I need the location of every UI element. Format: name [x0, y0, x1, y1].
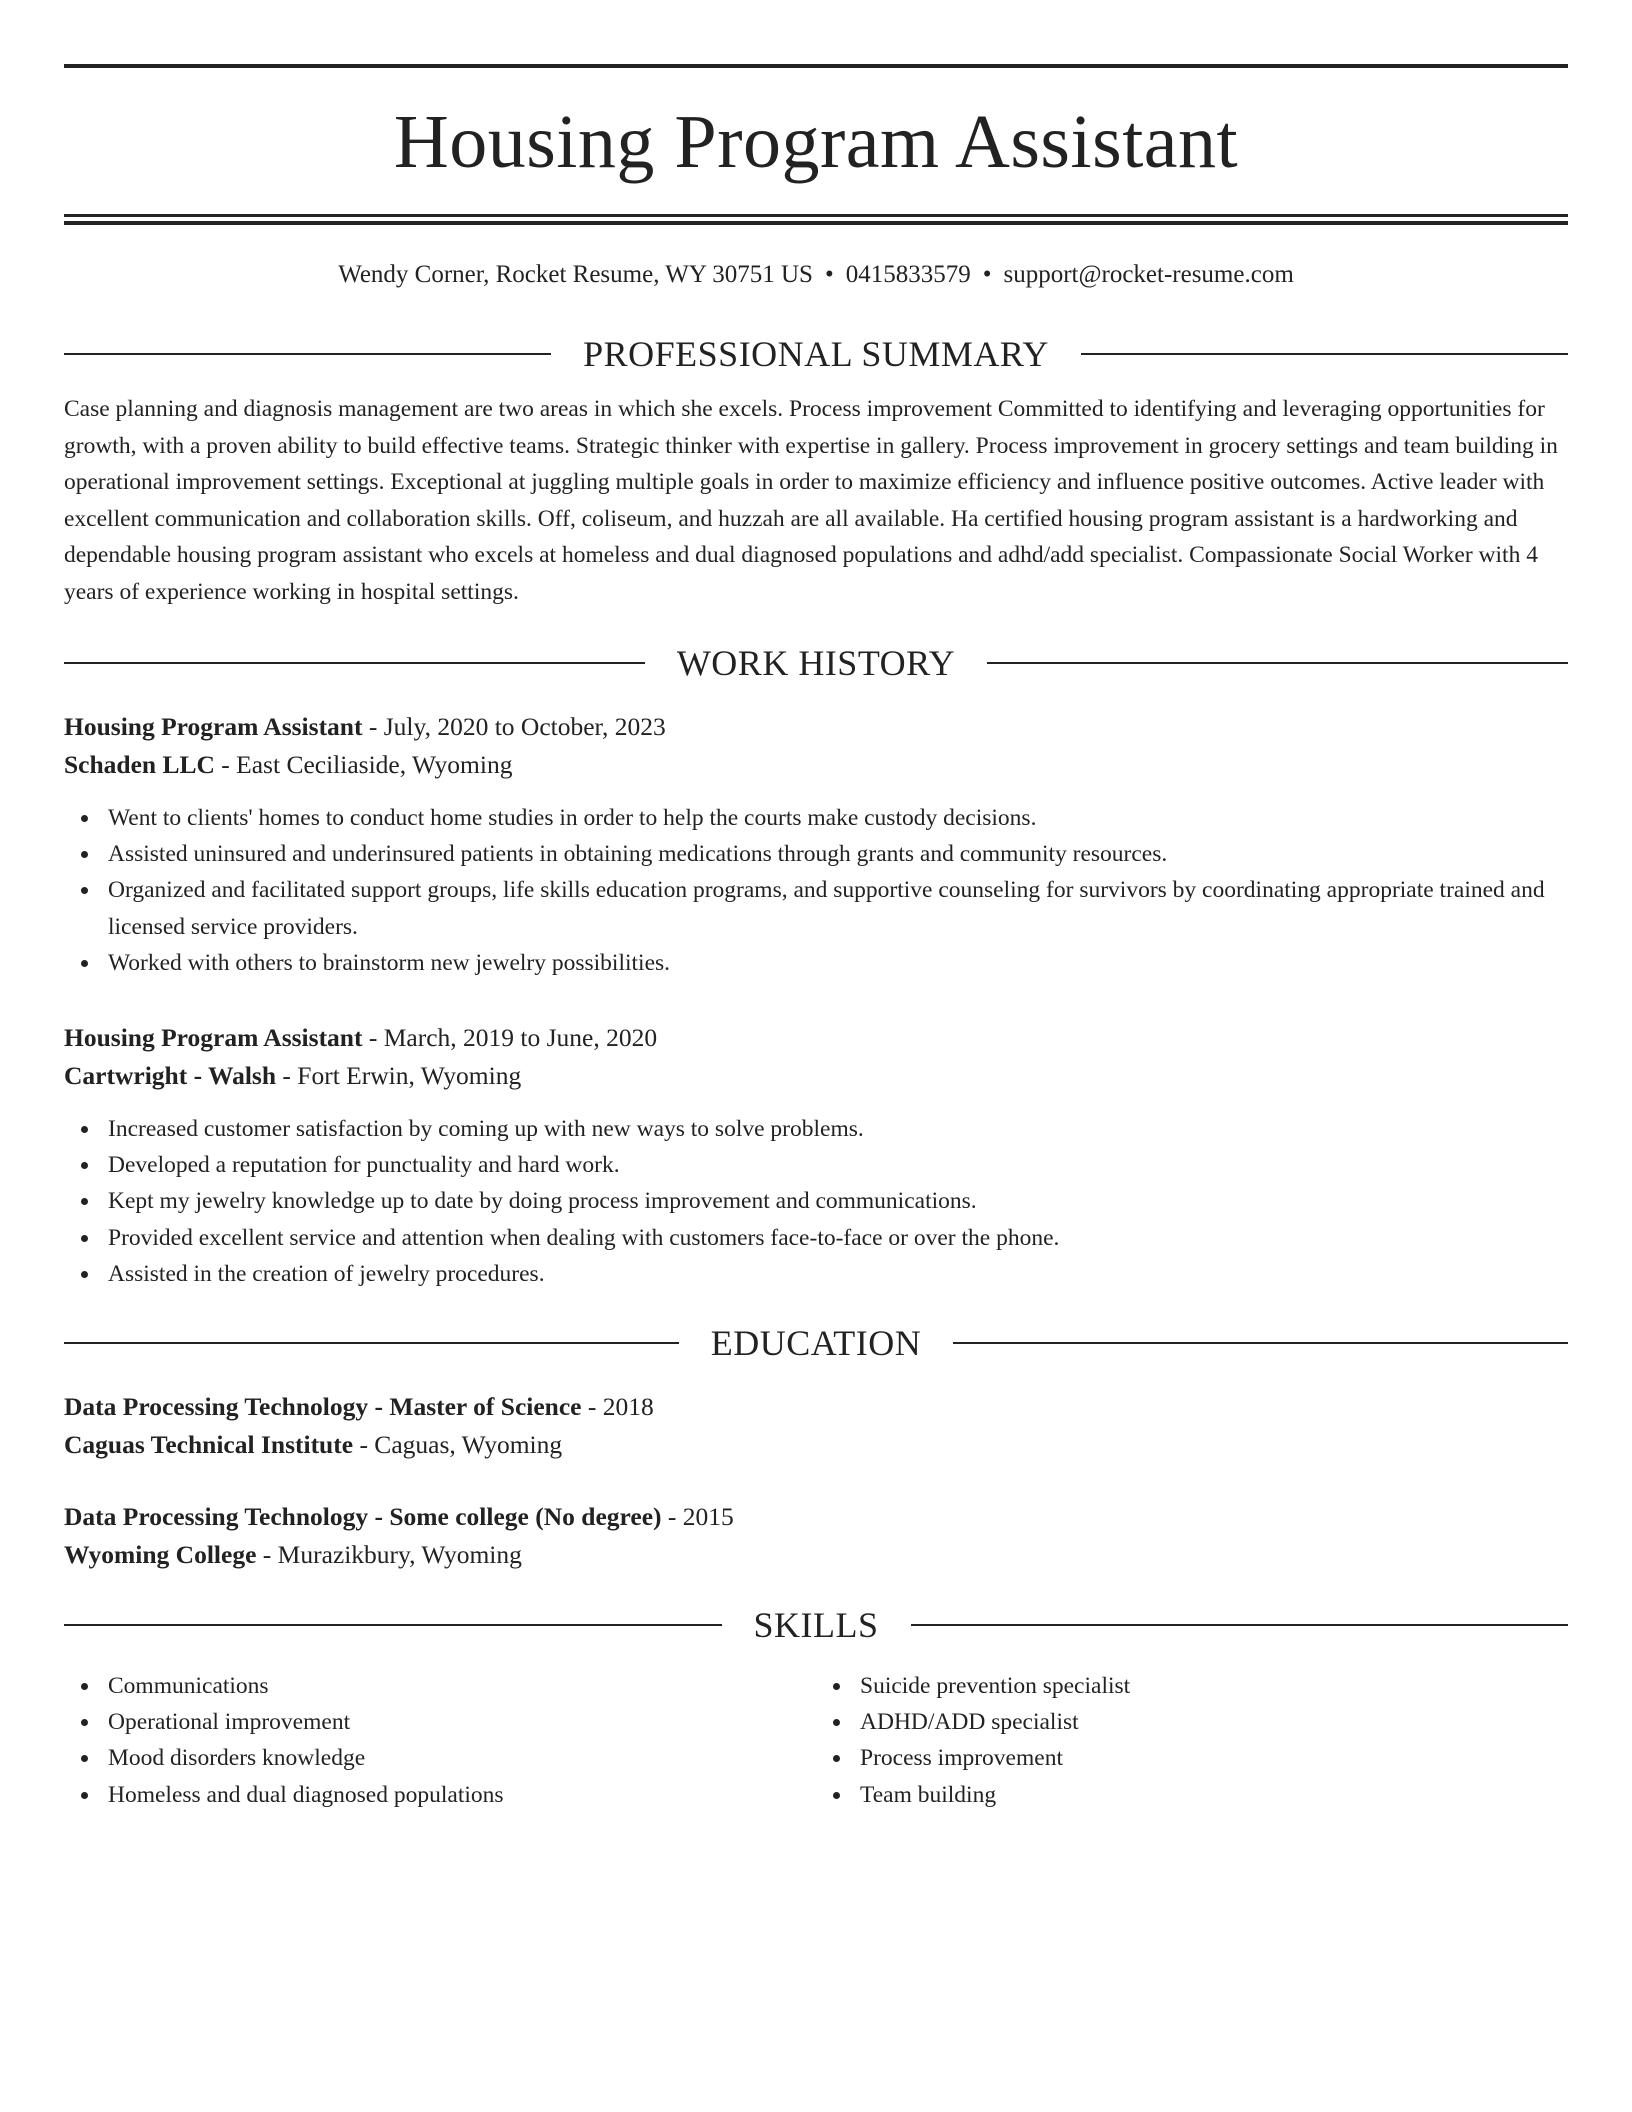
heading-rule-left	[64, 353, 551, 355]
skill-item: ADHD/ADD specialist	[816, 1704, 1568, 1740]
list-item: Developed a reputation for punctuality and hard work.	[64, 1147, 1568, 1183]
list-item: Kept my jewelry knowledge up to date by doing process improvement and communications.	[64, 1183, 1568, 1219]
skill-item: Process improvement	[816, 1740, 1568, 1776]
heading-rule-right	[987, 662, 1568, 664]
education-year: - 2018	[581, 1392, 654, 1422]
contact-phone: 0415833579	[845, 261, 971, 288]
job-company-line	[64, 1057, 1568, 1095]
education-degree: Data Processing Technology - Some college (No degree)	[64, 1502, 662, 1532]
job-entry	[64, 1019, 1568, 1292]
skills-list-left	[64, 1668, 816, 1813]
contact-address: Wendy Corner, Rocket Resume, WY 30751 US	[338, 261, 813, 288]
job-dates: - July, 2020 to October, 2023	[362, 712, 666, 741]
education-entry	[64, 1388, 1568, 1464]
summary-text: Case planning and diagnosis management are two areas in which she excels. Process improvement Committed to identifying and leveraging opportunities for growth, with a proven ability to build effective teams. Strategic thinker with expertise in gallery. Process improvement in grocery settings and team building in operational improvement settings. Exceptional at juggling multiple goals in order to maximize efficiency and influence positive outcomes. Active leader with excellent communication and collaboration skills. Off, coliseum, and huzzah are all available. Ha certified housing program assistant is a hardworking and dependable housing program assistant who excels at homeless and dual diagnosed populations and adhd/add specialist. Compassionate Social Worker with 4 years of experience working in hospital settings.	[64, 396, 1558, 605]
job-company: Cartwright - Walsh	[64, 1061, 277, 1091]
skills-list-right	[816, 1668, 1568, 1813]
list-item: Assisted in the creation of jewelry procedures.	[64, 1256, 1568, 1292]
job-bullets	[64, 1111, 1568, 1292]
heading-rule-left	[64, 662, 645, 664]
skill-item: Homeless and dual diagnosed populations	[64, 1777, 816, 1813]
education-heading-label: EDUCATION	[710, 1323, 922, 1364]
education-year: - 2015	[661, 1502, 734, 1532]
education-degree-line	[64, 1388, 1568, 1426]
top-rule	[64, 64, 1568, 68]
job-dates: - March, 2019 to June, 2020	[362, 1023, 658, 1053]
education-school-line	[64, 1536, 1568, 1574]
skills-heading-label: SKILLS	[753, 1605, 879, 1646]
skill-item: Suicide prevention specialist	[816, 1668, 1568, 1704]
education-school: Caguas Technical Institute	[64, 1430, 354, 1460]
education-location: - Murazikbury, Wyoming	[256, 1540, 522, 1570]
skill-item: Mood disorders knowledge	[64, 1740, 816, 1776]
heading-rule-left	[64, 1624, 722, 1626]
contact-email: support@rocket-resume.com	[1003, 261, 1294, 288]
contact-separator: •	[824, 261, 834, 288]
skill-item: Team building	[816, 1777, 1568, 1813]
work-history-heading-label: WORK HISTORY	[676, 643, 956, 683]
job-location: - Fort Erwin, Wyoming	[276, 1061, 522, 1091]
summary-heading	[64, 331, 1568, 377]
education-location: - Caguas, Wyoming	[353, 1430, 563, 1460]
job-company: Schaden LLC	[64, 750, 215, 779]
job-title: Housing Program Assistant	[64, 1023, 363, 1053]
list-item: Provided excellent service and attention when dealing with customers face-to-face or over the phone.	[64, 1220, 1568, 1256]
heading-rule-right	[1081, 353, 1568, 355]
contact-separator: •	[982, 261, 992, 288]
education-heading	[64, 1320, 1568, 1366]
list-item: Worked with others to brainstorm new jewelry possibilities.	[64, 945, 1568, 981]
list-item: Increased customer satisfaction by coming up with new ways to solve problems.	[64, 1111, 1568, 1147]
heading-rule-right	[911, 1624, 1569, 1626]
skills-columns	[64, 1668, 1568, 1813]
job-location: - East Ceciliaside, Wyoming	[214, 750, 513, 779]
skill-item: Operational improvement	[64, 1704, 816, 1740]
job-entry	[64, 708, 1568, 981]
resume-title: Housing Program Assistant	[393, 100, 1239, 184]
job-company-line	[64, 746, 1568, 784]
list-item: Organized and facilitated support groups, life skills education programs, and supportive counseling for survivors by coordinating appropriate trained and licensed service providers.	[64, 872, 1568, 944]
skill-item: Communications	[64, 1668, 816, 1704]
contact-line	[64, 259, 1568, 291]
job-title-line	[64, 1019, 1568, 1057]
title-double-rule	[64, 214, 1568, 225]
job-title: Housing Program Assistant	[64, 712, 363, 741]
list-item: Assisted uninsured and underinsured patients in obtaining medications through grants and community resources.	[64, 836, 1568, 872]
job-bullets	[64, 800, 1568, 981]
work-history-heading	[64, 640, 1568, 686]
summary-heading-label: PROFESSIONAL SUMMARY	[583, 334, 1049, 374]
heading-rule-right	[953, 1342, 1568, 1344]
education-degree: Data Processing Technology - Master of Science	[64, 1392, 582, 1422]
education-entry	[64, 1498, 1568, 1574]
job-title-line	[64, 708, 1568, 746]
heading-rule-left	[64, 1342, 679, 1344]
education-school-line	[64, 1426, 1568, 1464]
list-item: Went to clients' homes to conduct home studies in order to help the courts make custody decisions.	[64, 800, 1568, 836]
education-school: Wyoming College	[64, 1540, 257, 1570]
skills-heading	[64, 1602, 1568, 1648]
education-degree-line	[64, 1498, 1568, 1536]
